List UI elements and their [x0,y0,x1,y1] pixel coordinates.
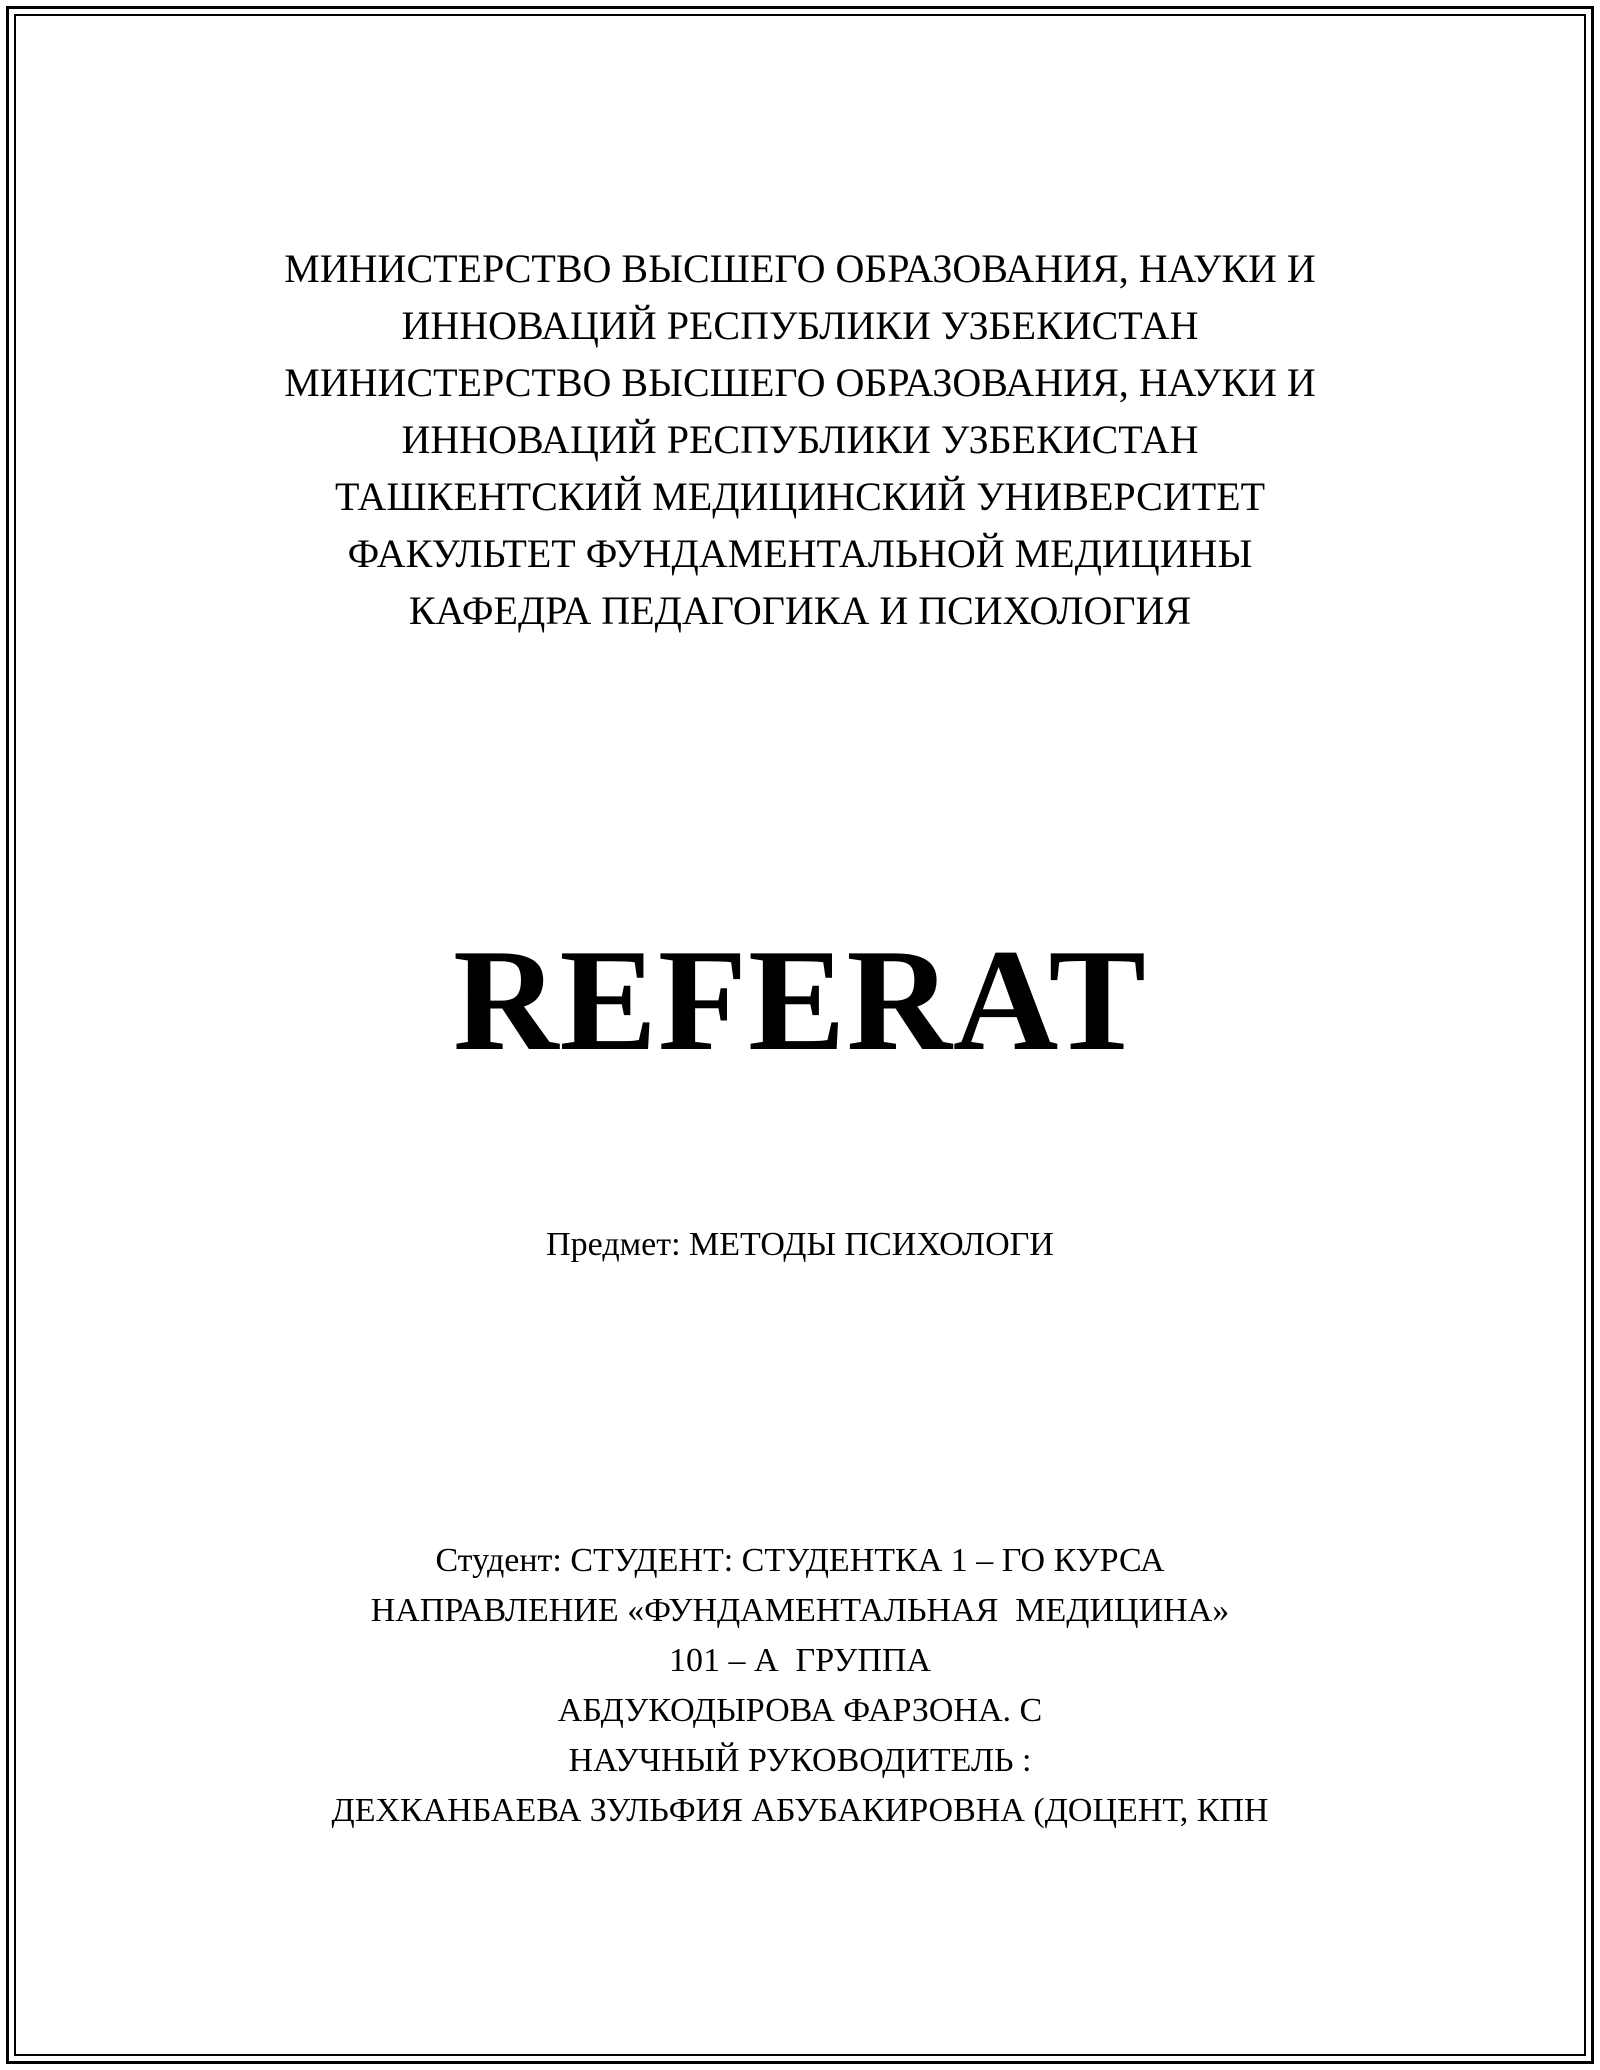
header-line: МИНИСТЕРСТВО ВЫСШЕГО ОБРАЗОВАНИЯ, НАУКИ И [284,360,1316,405]
info-line: НАУЧНЫЙ РУКОВОДИТЕЛЬ : [568,1742,1032,1779]
header-line: КАФЕДРА ПЕДАГОГИКА И ПСИХОЛОГИЯ [408,588,1192,633]
header-line: ФАКУЛЬТЕТ ФУНДАМЕНТАЛЬНОЙ МЕДИЦИНЫ [347,531,1253,576]
info-line: АБДУКОДЫРОВА ФАРЗОНА. С [557,1692,1043,1729]
header-line: МИНИСТЕРСТВО ВЫСШЕГО ОБРАЗОВАНИЯ, НАУКИ И [284,246,1316,291]
student-info [0,1536,1600,1836]
header-line: ИННОВАЦИЙ РЕСПУБЛИКИ УЗБЕКИСТАН [401,303,1199,348]
info-line: 101 – А ГРУППА [668,1642,931,1679]
info-line: Студент: СТУДЕНТ: СТУДЕНТКА 1 – ГО КУРСА [435,1542,1165,1579]
info-line: ДЕХКАНБАЕВА ЗУЛЬФИЯ АБУБАКИРОВНА (ДОЦЕНТ, КПН [331,1792,1269,1829]
subject-line: Предмет: МЕТОДЫ ПСИХОЛОГИ [546,1226,1054,1263]
document-title: REFERAT [453,919,1147,1081]
ministry-header [0,240,1600,639]
header-line: ИННОВАЦИЙ РЕСПУБЛИКИ УЗБЕКИСТАН [401,417,1199,462]
header-line: ТАШКЕНТСКИЙ МЕДИЦИНСКИЙ УНИВЕРСИТЕТ [334,474,1266,519]
info-line: НАПРАВЛЕНИЕ «ФУНДАМЕНТАЛЬНАЯ МЕДИЦИНА» [370,1592,1230,1629]
